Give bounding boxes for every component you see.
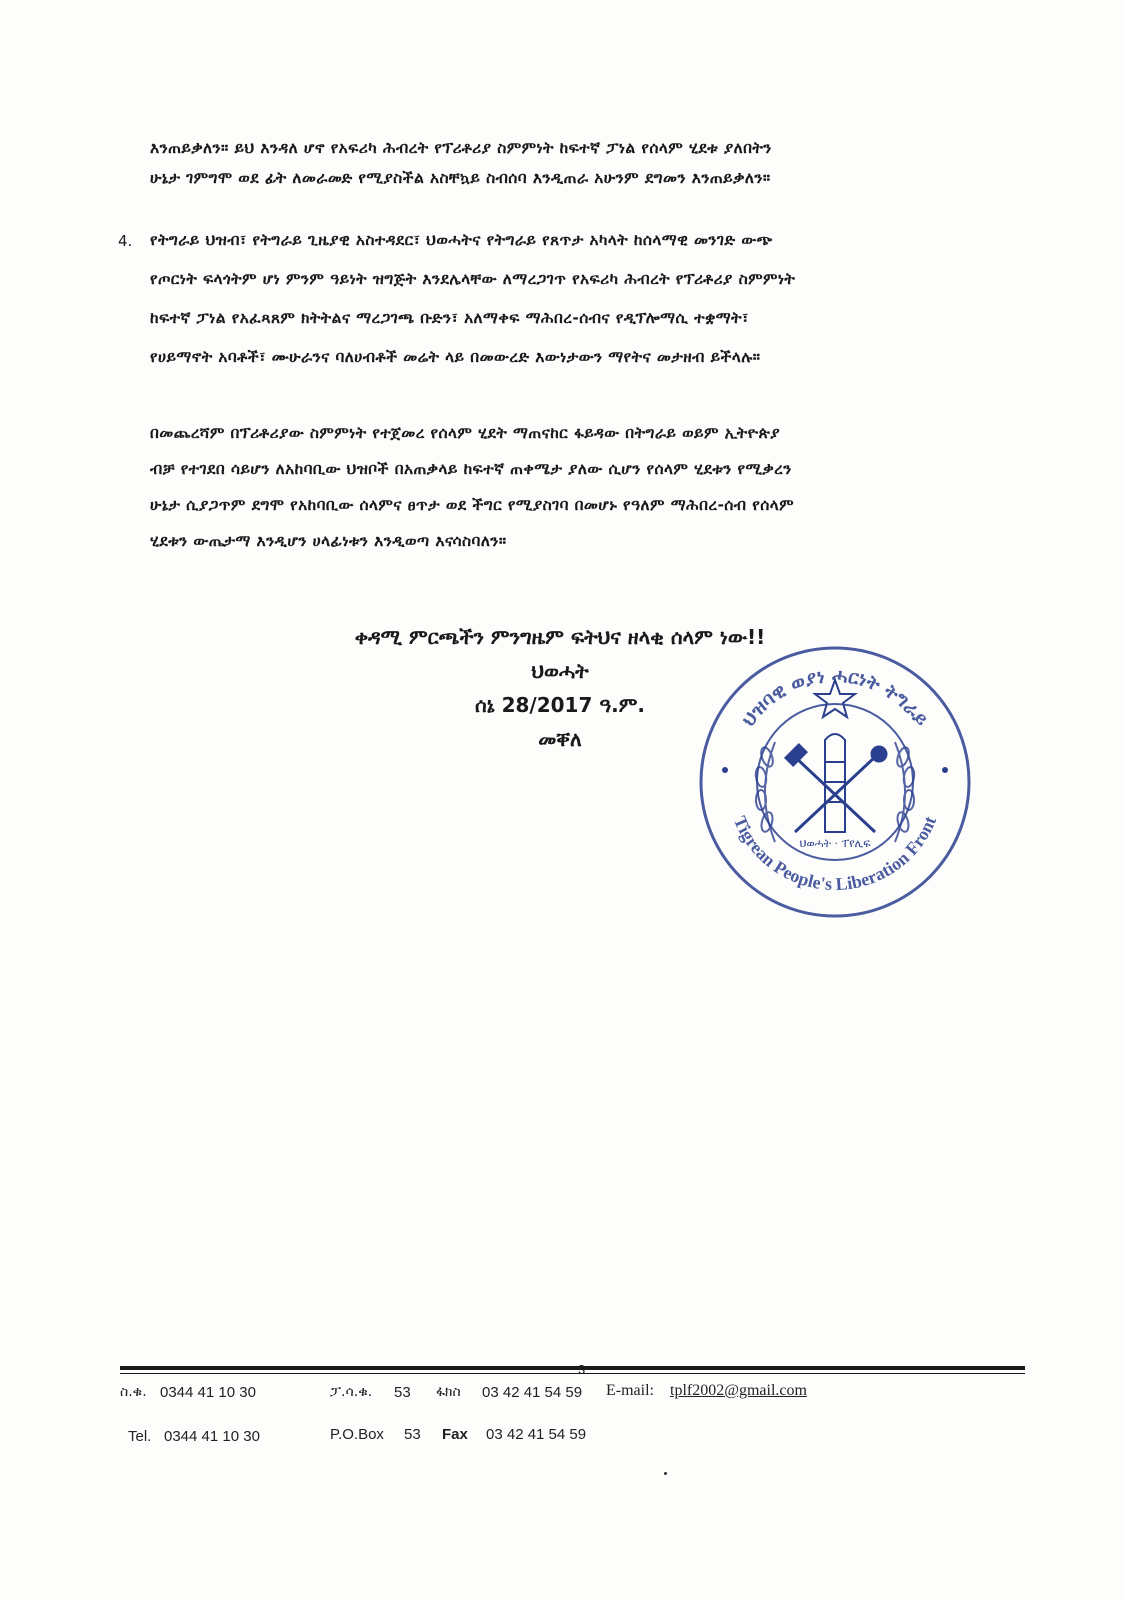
text-line: የሀይማኖት አባቶች፣ ሙሁራንና ባለሀብቶች መሬት ላይ በመውረድ እውነታውን ማየትና መታዘብ ይችላሉ። — [150, 348, 761, 366]
stamp-top-text: ህዝባዊ ወያነ ሓርነት ትግራይ — [737, 664, 933, 731]
text-line: ሂደቱን ውጤታማ እንዲሆን ሀላፊነቱን እንዲወጣ እናሳስባለን። — [150, 532, 507, 550]
pobox-value: 53 — [404, 1426, 421, 1443]
pobox-label: P.O.Box — [330, 1426, 384, 1443]
paragraph-conclusion — [150, 418, 1010, 556]
footer-divider — [120, 1366, 1025, 1370]
document-place: መቐለ — [538, 727, 582, 751]
fax-value: 03 42 41 54 59 — [482, 1384, 583, 1401]
list-item-4 — [150, 225, 1010, 372]
text-line: የጦርነት ፍላጎትም ሆነ ምንም ዓይነት ዝግጅት እንደሌላቸው ለማረጋገጥ የአፍሪካ ሕብረት የፕሪቶሪያ ስምምነት — [150, 270, 796, 288]
text-line: ሁኔታ ሲያጋጥም ደግሞ የአከባቢው ሰላምና ፀጥታ ወደ ችግር የሚያስገባ በመሆኑ የዓለም ማሕበረ-ሰብ የሰላም — [150, 496, 795, 514]
motto: ቀዳሚ ምርጫችን ምንግዜም ፍትህና ዘላቂ ሰላም ነው!! — [354, 625, 766, 649]
stamp-bottom-text: Tigrean People's Liberation Front — [729, 813, 941, 895]
tel-value: 0344 41 10 30 — [164, 1428, 260, 1445]
text-line: ሁኔታ ገምግሞ ወደ ፊት ለመራመድ የሚያስችል አስቸኳይ ስብሰባ እንዲጠራ አሁንም ደግመን እንጠይቃለን። — [150, 169, 771, 187]
obelisk-icon — [825, 734, 845, 832]
hammer-torch-icon — [786, 745, 886, 832]
text-line: እንጠይቃለን። ይህ እንዳለ ሆኖ የአፍሪካ ሕብረት የፕሪቶሪያ ስምምነት ከፍተኛ ፓነል የሰላም ሂደቱ ያለበትን — [150, 139, 772, 157]
tel-label: Tel. — [128, 1428, 152, 1445]
paragraph-continuation — [150, 133, 1010, 193]
text-line: ከፍተኛ ፓነል የአፈጻጸም ክትትልና ማረጋገጫ ቡድን፣ አለማቀፍ ማሕበረ-ሰብና የዲፕሎማሲ ተቋማት፣ — [150, 309, 749, 327]
email-label: E-mail: — [606, 1382, 654, 1399]
fax-label: Fax — [442, 1426, 468, 1443]
text-line: ብቻ የተገደበ ሳይሆን ለአከባቢው ህዝቦች በአጠቃላይ ከፍተኛ ጠቀሜታ ያለው ሲሆን የሰላም ሂደቱን የሚቃረን — [150, 460, 792, 478]
email-link[interactable]: tplf2002@gmail.com — [670, 1382, 807, 1399]
text-line: የትግራይ ህዝብ፣ የትግራይ ጊዜያዊ አስተዳደር፣ ህወሓትና የትግራይ የጸጥታ አካላት ከሰላማዊ መንገድ ውጭ — [150, 231, 773, 249]
stamp-inner-text: ህወሓት · ፐየሊፍ — [799, 837, 871, 850]
tel-value: 0344 41 10 30 — [160, 1384, 256, 1401]
page-number: 3 — [578, 1362, 586, 1377]
pobox-label: ፓ.ሳ.ቁ. — [330, 1384, 373, 1400]
footer-divider-thin — [120, 1373, 1025, 1374]
pobox-value: 53 — [394, 1384, 411, 1401]
fax-label: ፋክስ — [436, 1384, 461, 1400]
tel-label: ስ.ቁ. — [120, 1384, 147, 1400]
list-number: 4. — [118, 232, 133, 250]
organization-name: ህወሓት — [531, 659, 589, 683]
text-line: በመጨረሻም በፕሪቶሪያው ስምምነት የተጀመረ የሰላም ሂደት ማጠናከር ፋይዳው በትግራይ ወይም ኢትዮጵያ — [150, 424, 781, 442]
fax-value: 03 42 41 54 59 — [486, 1426, 587, 1443]
official-stamp — [695, 642, 975, 922]
wheat-wreath-icon — [754, 742, 915, 842]
document-date: ሰኔ 28/2017 ዓ.ም. — [474, 693, 646, 717]
stray-mark — [664, 1472, 667, 1475]
